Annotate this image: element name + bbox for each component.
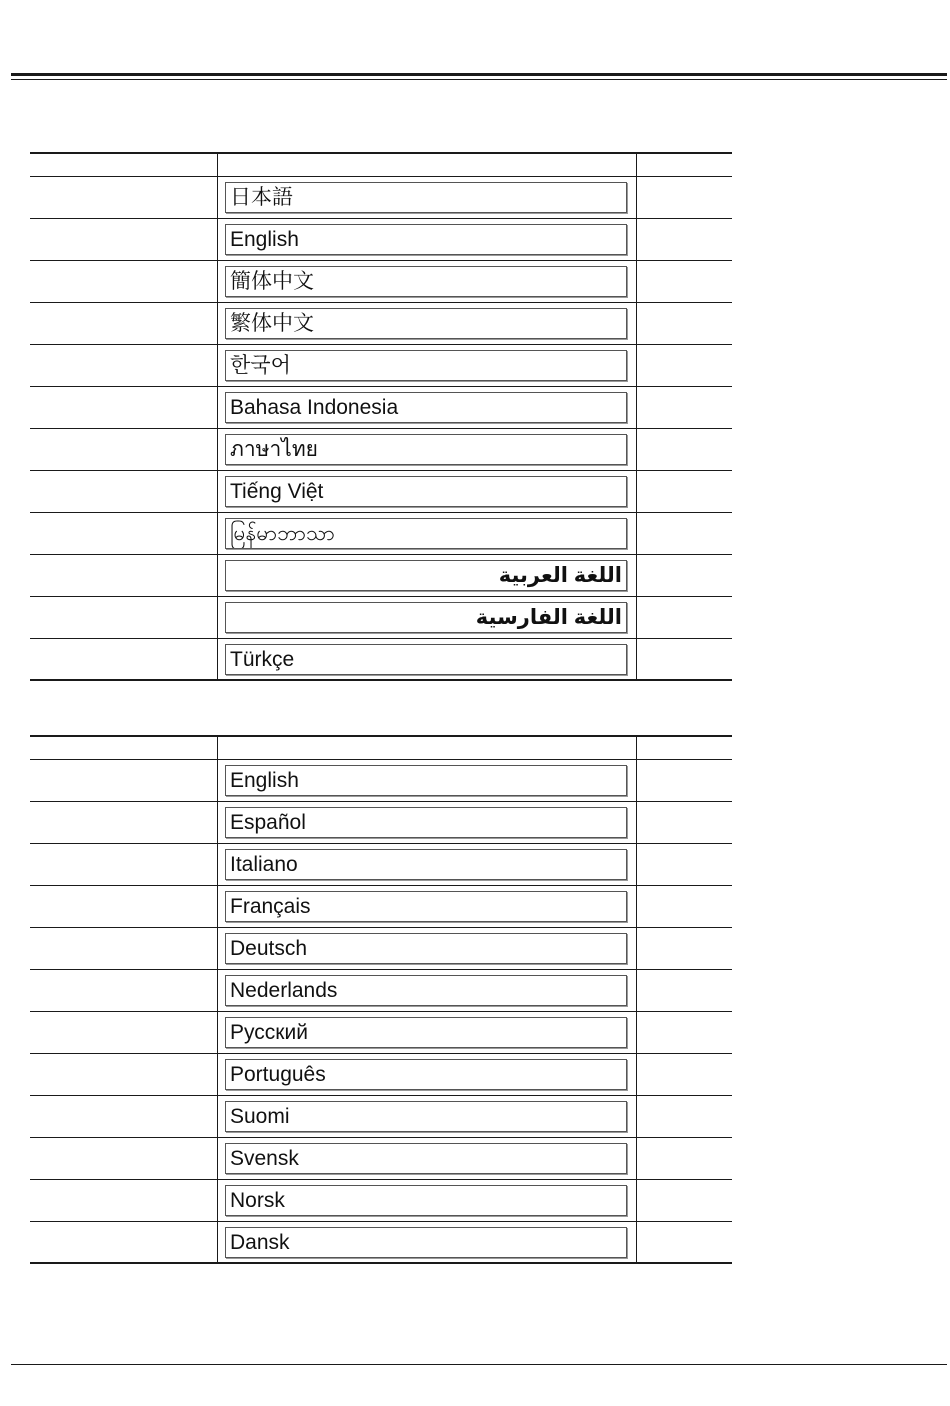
- language-cell: [218, 1222, 637, 1264]
- table-row: [30, 219, 732, 261]
- language-cell: [218, 597, 637, 639]
- row-label-cell: [30, 1138, 218, 1180]
- language-option[interactable]: Deutsch: [225, 933, 627, 964]
- language-option[interactable]: Türkçe: [225, 644, 627, 675]
- language-option[interactable]: Português: [225, 1059, 627, 1090]
- row-label-cell: [30, 219, 218, 261]
- page-ref-cell: [637, 1138, 733, 1180]
- table-row: [30, 844, 732, 886]
- row-label-cell: [30, 261, 218, 303]
- page-ref-cell: [637, 303, 733, 345]
- language-cell: [218, 802, 637, 844]
- language-option[interactable]: Norsk: [225, 1185, 627, 1216]
- language-cell: [218, 177, 637, 219]
- language-option[interactable]: Français: [225, 891, 627, 922]
- table-row: [30, 177, 732, 219]
- page-ref-cell: [637, 219, 733, 261]
- language-cell: [218, 970, 637, 1012]
- language-cell: [218, 345, 637, 387]
- table-row: [30, 471, 732, 513]
- table-row: [30, 597, 732, 639]
- page-ref-cell: [637, 555, 733, 597]
- page-ref-cell: [637, 1054, 733, 1096]
- language-cell: [218, 844, 637, 886]
- table-row: [30, 1054, 732, 1096]
- language-cell: [218, 886, 637, 928]
- language-option[interactable]: اللغة العربية: [225, 560, 627, 591]
- page-ref-cell: [637, 844, 733, 886]
- language-option[interactable]: Bahasa Indonesia: [225, 392, 627, 423]
- row-label-cell: [30, 1054, 218, 1096]
- page-ref-cell: [637, 928, 733, 970]
- table-row: [30, 639, 732, 681]
- language-cell: [218, 1054, 637, 1096]
- page-ref-cell: [637, 597, 733, 639]
- table-row: [30, 1222, 732, 1264]
- language-option[interactable]: Русский: [225, 1017, 627, 1048]
- language-table-1: [30, 152, 732, 681]
- table-row: [30, 345, 732, 387]
- row-label-cell: [30, 760, 218, 802]
- language-option[interactable]: 繁体中文: [225, 308, 627, 339]
- language-option[interactable]: 日本語: [225, 182, 627, 213]
- row-label-cell: [30, 1222, 218, 1264]
- language-option[interactable]: English: [225, 765, 627, 796]
- row-label-cell: [30, 513, 218, 555]
- header-cell: [637, 153, 733, 177]
- page-ref-cell: [637, 802, 733, 844]
- page-ref-cell: [637, 970, 733, 1012]
- header-cell: [218, 736, 637, 760]
- table-row: [30, 1012, 732, 1054]
- row-label-cell: [30, 1180, 218, 1222]
- language-cell: [218, 429, 637, 471]
- language-option[interactable]: Tiếng Việt: [225, 476, 627, 507]
- header-cell: [218, 153, 637, 177]
- table-header-row: [30, 736, 732, 760]
- language-option[interactable]: Nederlands: [225, 975, 627, 1006]
- page-ref-cell: [637, 639, 733, 681]
- page-ref-cell: [637, 1096, 733, 1138]
- header-cell: [30, 736, 218, 760]
- page-ref-cell: [637, 471, 733, 513]
- language-option[interactable]: မြန်မာဘာသာ: [225, 518, 627, 549]
- page-ref-cell: [637, 1222, 733, 1264]
- header-cell: [637, 736, 733, 760]
- page-ref-cell: [637, 345, 733, 387]
- table-row: [30, 429, 732, 471]
- table-row: [30, 1096, 732, 1138]
- table-row: [30, 513, 732, 555]
- row-label-cell: [30, 1012, 218, 1054]
- page-ref-cell: [637, 513, 733, 555]
- page-ref-cell: [637, 429, 733, 471]
- table-row: [30, 261, 732, 303]
- table-row: [30, 1180, 732, 1222]
- table-row: [30, 802, 732, 844]
- language-cell: [218, 760, 637, 802]
- language-cell: [218, 387, 637, 429]
- row-label-cell: [30, 886, 218, 928]
- row-label-cell: [30, 1096, 218, 1138]
- page-ref-cell: [637, 886, 733, 928]
- row-label-cell: [30, 471, 218, 513]
- page-ref-cell: [637, 261, 733, 303]
- row-label-cell: [30, 844, 218, 886]
- row-label-cell: [30, 303, 218, 345]
- table-row: [30, 555, 732, 597]
- language-cell: [218, 555, 637, 597]
- language-cell: [218, 261, 637, 303]
- row-label-cell: [30, 597, 218, 639]
- row-label-cell: [30, 970, 218, 1012]
- language-option[interactable]: Suomi: [225, 1101, 627, 1132]
- page-ref-cell: [637, 1180, 733, 1222]
- row-label-cell: [30, 555, 218, 597]
- table-row: [30, 928, 732, 970]
- row-label-cell: [30, 639, 218, 681]
- language-cell: [218, 513, 637, 555]
- page-ref-cell: [637, 387, 733, 429]
- header-cell: [30, 153, 218, 177]
- table-row: [30, 970, 732, 1012]
- row-label-cell: [30, 429, 218, 471]
- language-option[interactable]: اللغة الفارسية: [225, 602, 627, 633]
- table-row: [30, 387, 732, 429]
- language-cell: [218, 1180, 637, 1222]
- language-cell: [218, 219, 637, 261]
- row-label-cell: [30, 345, 218, 387]
- language-option[interactable]: 簡体中文: [225, 266, 627, 297]
- table-row: [30, 760, 732, 802]
- language-option[interactable]: Italiano: [225, 849, 627, 880]
- language-cell: [218, 1012, 637, 1054]
- row-label-cell: [30, 387, 218, 429]
- language-option[interactable]: Dansk: [225, 1227, 627, 1258]
- language-option[interactable]: 한국어: [225, 350, 627, 381]
- language-option[interactable]: ภาษาไทย: [225, 434, 627, 465]
- language-cell: [218, 928, 637, 970]
- footer-rule: [11, 1364, 947, 1365]
- language-option[interactable]: English: [225, 224, 627, 255]
- row-label-cell: [30, 802, 218, 844]
- row-label-cell: [30, 928, 218, 970]
- table-row: [30, 886, 732, 928]
- language-cell: [218, 1096, 637, 1138]
- page-ref-cell: [637, 177, 733, 219]
- row-label-cell: [30, 177, 218, 219]
- table-header-row: [30, 153, 732, 177]
- language-cell: [218, 471, 637, 513]
- language-table-2: [30, 735, 732, 1264]
- table-row: [30, 1138, 732, 1180]
- page-ref-cell: [637, 1012, 733, 1054]
- language-option[interactable]: Español: [225, 807, 627, 838]
- language-cell: [218, 1138, 637, 1180]
- language-cell: [218, 303, 637, 345]
- language-cell: [218, 639, 637, 681]
- table-row: [30, 303, 732, 345]
- page-ref-cell: [637, 760, 733, 802]
- header-rule: [11, 73, 947, 80]
- language-option[interactable]: Svensk: [225, 1143, 627, 1174]
